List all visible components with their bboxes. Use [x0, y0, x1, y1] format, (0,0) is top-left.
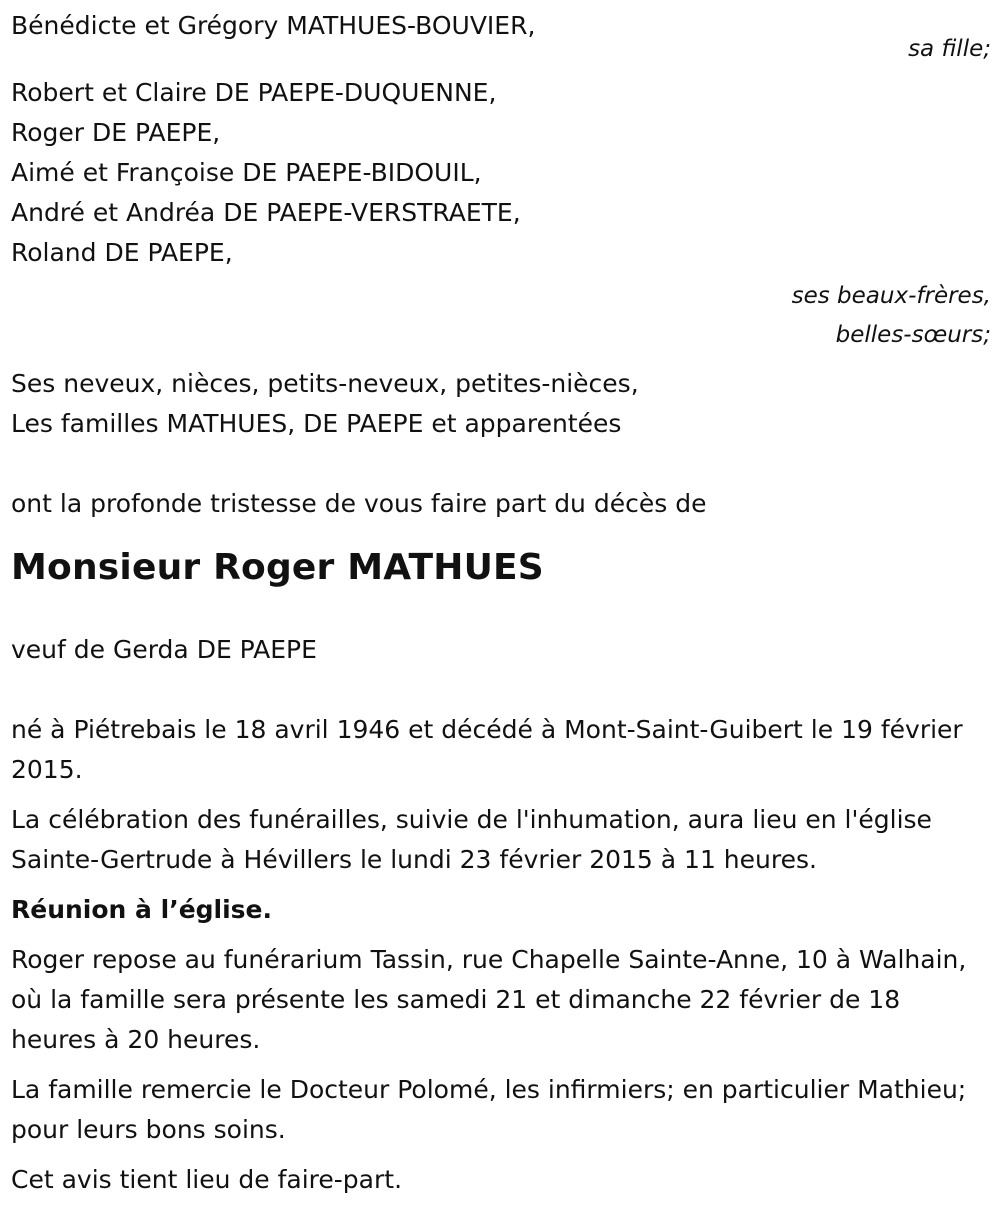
visitation-details: Roger repose au funérarium Tassin, rue Chapelle Sainte-Anne, 10 à Walhain, où la famille sera présente les samedi 21 et dimanche 22 février de 18 heures à 20 heures.: [11, 945, 967, 1054]
thanks-text: La famille remercie le Docteur Polomé, les infirmiers; en particulier Mathieu; pour leurs bons soins.: [11, 1075, 967, 1144]
siblings-relation-1: ses beaux-frères,: [791, 283, 991, 309]
deceased-name: Monsieur Roger MATHUES: [11, 547, 544, 588]
siblings-relation-2: belles-sœurs;: [835, 322, 991, 348]
sibling-entry: Roland DE PAEPE,: [11, 238, 233, 267]
obituary-notice: [11, 6, 991, 1210]
sibling-entry: André et Andréa DE PAEPE-VERSTRAETE,: [11, 198, 521, 227]
funeral-details: La célébration des funérailles, suivie de l'inhumation, aura lieu en l'église Sainte-Gertrude à Hévillers le lundi 23 février 2015 à 11 heures.: [11, 805, 932, 874]
daughter-names: Bénédicte et Grégory MATHUES-BOUVIER,: [11, 11, 536, 40]
birth-death-details: né à Piétrebais le 18 avril 1946 et décédé à Mont-Saint-Guibert le 19 février 2015.: [11, 715, 963, 784]
extended-family: Les familles MATHUES, DE PAEPE et apparentées: [11, 409, 622, 438]
sibling-entry: Robert et Claire DE PAEPE-DUQUENNE,: [11, 78, 497, 107]
widower-of: veuf de Gerda DE PAEPE: [11, 635, 317, 664]
sibling-entry: Aimé et Françoise DE PAEPE-BIDOUIL,: [11, 158, 482, 187]
extended-family: Ses neveux, nièces, petits-neveux, petites-nièces,: [11, 369, 639, 398]
announcement-text: ont la profonde tristesse de vous faire part du décès de: [11, 489, 707, 518]
daughter-relation: sa fille;: [908, 36, 991, 62]
meeting-place: Réunion à l’église.: [11, 895, 273, 924]
sibling-entry: Roger DE PAEPE,: [11, 118, 221, 147]
notice-text: Cet avis tient lieu de faire-part.: [11, 1165, 403, 1194]
